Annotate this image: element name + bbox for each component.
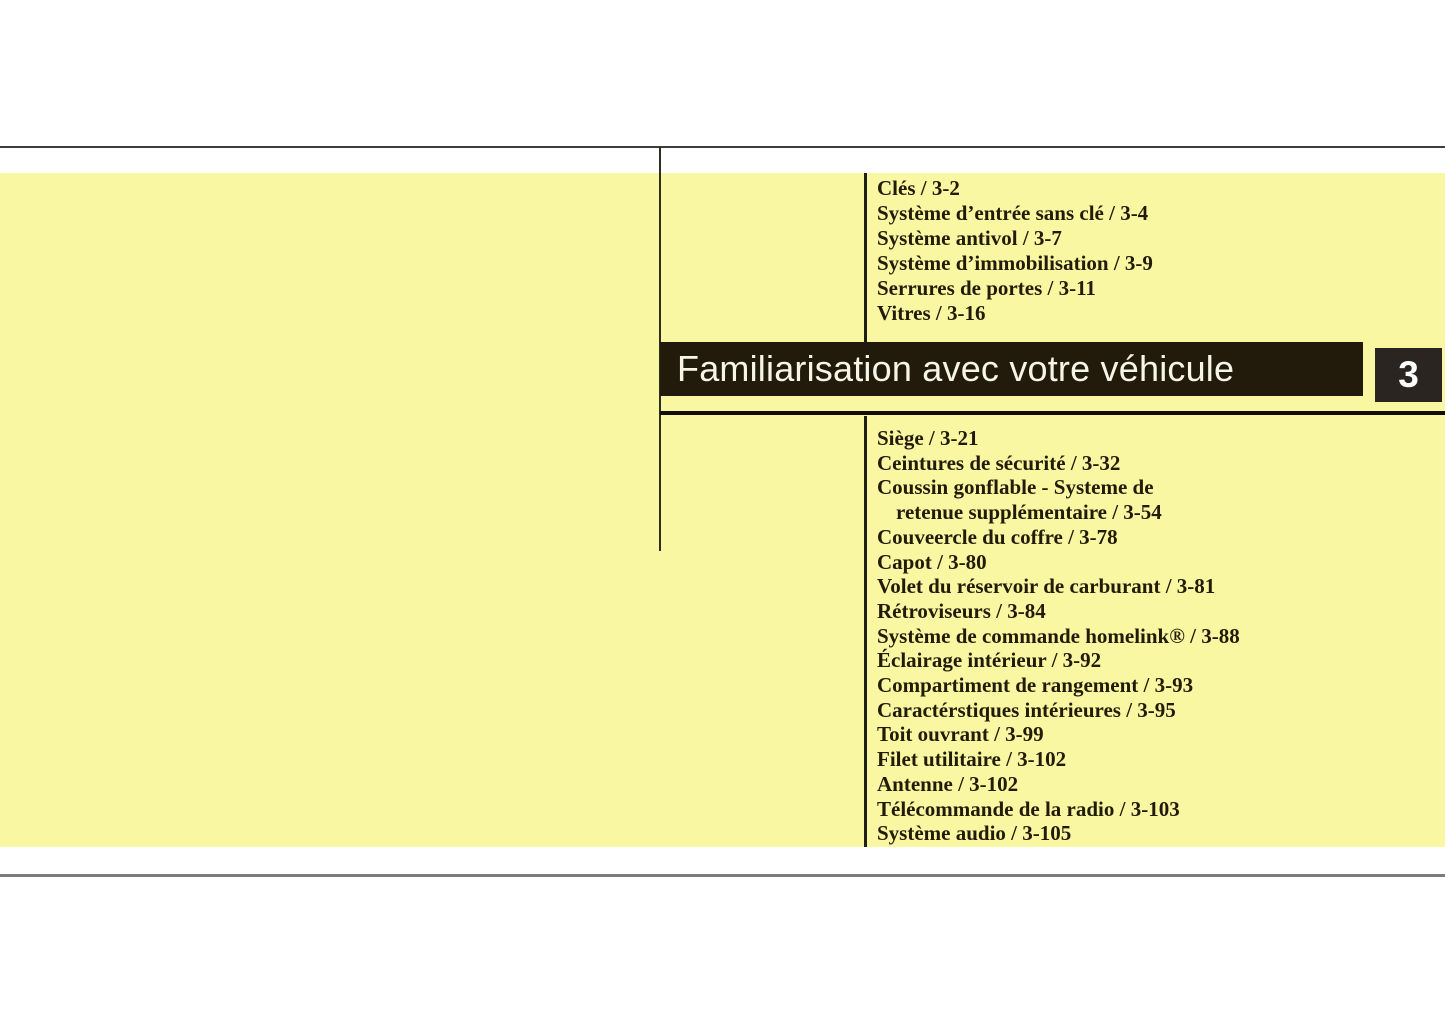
- toc-entry: Système audio / 3-105: [877, 821, 1072, 846]
- toc-entry: Compartiment de rangement / 3-93: [877, 673, 1194, 698]
- toc-entry: Vitres / 3-16: [877, 301, 986, 325]
- top-horizontal-rule: [0, 146, 1445, 148]
- toc-entry: Système d’entrée sans clé / 3-4: [877, 201, 1149, 225]
- chapter-number-tab: [1375, 348, 1442, 402]
- toc-entry: retenue supplémentaire / 3-54: [896, 500, 1162, 525]
- toc-entry: Volet du réservoir de carburant / 3-81: [877, 574, 1216, 599]
- chapter-title-banner: [660, 342, 1363, 396]
- toc-entry: Éclairage intérieur / 3-92: [877, 648, 1102, 673]
- toc-entry: Siège / 3-21: [877, 426, 979, 450]
- toc-top-list: [877, 176, 1153, 326]
- toc-entry: Antenne / 3-102: [877, 771, 1019, 796]
- toc-entry: Toit ouvrant / 3-99: [877, 722, 1044, 747]
- toc-entry: Rétroviseurs / 3-84: [877, 598, 1046, 623]
- toc-entry: Ceintures de sécurité / 3-32: [877, 450, 1121, 475]
- toc-entry: Coussin gonflable - Systeme de: [877, 475, 1154, 500]
- toc-entry: Caractérstiques intérieures / 3-95: [877, 697, 1176, 722]
- toc-bottom-list: [877, 426, 1240, 846]
- toc-bottom-vertical-rule: [864, 416, 867, 847]
- toc-entry: Serrures de portes / 3-11: [877, 276, 1096, 300]
- chapter-title: Familiarisation avec votre véhicule: [677, 348, 1235, 389]
- toc-entry: Couveercle du coffre / 3-78: [877, 524, 1118, 549]
- toc-entry: Système de commande homelink® / 3-88: [877, 623, 1240, 648]
- bottom-horizontal-rule: [0, 874, 1445, 877]
- toc-entry: Clés / 3-2: [877, 176, 960, 200]
- toc-entry: Système antivol / 3-7: [877, 226, 1062, 250]
- toc-entry: Filet utilitaire / 3-102: [877, 747, 1067, 772]
- toc-entry: Télécommande de la radio / 3-103: [877, 796, 1180, 821]
- chapter-number: 3: [1398, 354, 1419, 395]
- toc-entry: Capot / 3-80: [877, 549, 987, 574]
- toc-top-vertical-rule: [864, 173, 867, 342]
- banner-bottom-rule: [660, 411, 1445, 415]
- toc-entry: Système d’immobilisation / 3-9: [877, 251, 1153, 275]
